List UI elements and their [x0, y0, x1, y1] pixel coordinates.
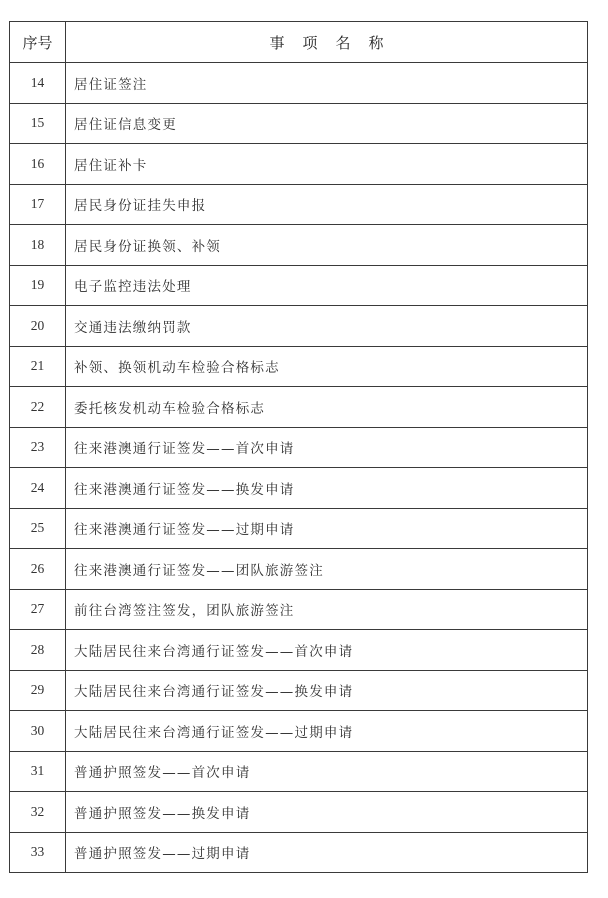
- table-row: [10, 751, 588, 792]
- item-name-cell: 普通护照签发——首次申请: [66, 751, 588, 792]
- item-name-cell: 委托核发机动车检验合格标志: [66, 387, 588, 428]
- item-name-cell: 前往台湾签注签发，团队旅游签注: [66, 589, 588, 630]
- header-serial-number: 序号: [10, 22, 66, 63]
- serial-number-cell: 22: [10, 387, 66, 428]
- item-name-cell: 居住证补卡: [66, 144, 588, 185]
- header-item-name: 事项名称: [66, 22, 588, 63]
- table-row: [10, 63, 588, 104]
- table-row: [10, 265, 588, 306]
- serial-number-cell: 26: [10, 549, 66, 590]
- items-table: [9, 21, 588, 873]
- table-row: [10, 346, 588, 387]
- serial-number-cell: 19: [10, 265, 66, 306]
- serial-number-cell: 14: [10, 63, 66, 104]
- table-row: [10, 225, 588, 266]
- item-name-cell: 电子监控违法处理: [66, 265, 588, 306]
- table-row: [10, 427, 588, 468]
- serial-number-cell: 28: [10, 630, 66, 671]
- table-header-row: [10, 22, 588, 63]
- item-name-cell: 往来港澳通行证签发——团队旅游签注: [66, 549, 588, 590]
- serial-number-cell: 16: [10, 144, 66, 185]
- serial-number-cell: 29: [10, 670, 66, 711]
- item-name-cell: 居住证信息变更: [66, 103, 588, 144]
- serial-number-cell: 24: [10, 468, 66, 509]
- table-row: [10, 549, 588, 590]
- serial-number-cell: 25: [10, 508, 66, 549]
- item-name-cell: 普通护照签发——过期申请: [66, 832, 588, 873]
- item-name-cell: 补领、换领机动车检验合格标志: [66, 346, 588, 387]
- table-row: [10, 711, 588, 752]
- item-name-cell: 普通护照签发——换发申请: [66, 792, 588, 833]
- table-row: [10, 792, 588, 833]
- serial-number-cell: 20: [10, 306, 66, 347]
- serial-number-cell: 18: [10, 225, 66, 266]
- item-name-cell: 往来港澳通行证签发——过期申请: [66, 508, 588, 549]
- table-row: [10, 468, 588, 509]
- serial-number-cell: 15: [10, 103, 66, 144]
- item-name-cell: 居民身份证换领、补领: [66, 225, 588, 266]
- item-name-cell: 居住证签注: [66, 63, 588, 104]
- table-row: [10, 387, 588, 428]
- table-row: [10, 144, 588, 185]
- item-name-cell: 大陆居民往来台湾通行证签发——过期申请: [66, 711, 588, 752]
- serial-number-cell: 27: [10, 589, 66, 630]
- table-row: [10, 630, 588, 671]
- item-name-cell: 居民身份证挂失申报: [66, 184, 588, 225]
- table-row: [10, 508, 588, 549]
- table-row: [10, 832, 588, 873]
- serial-number-cell: 33: [10, 832, 66, 873]
- serial-number-cell: 17: [10, 184, 66, 225]
- table-row: [10, 306, 588, 347]
- table-row: [10, 670, 588, 711]
- item-name-cell: 往来港澳通行证签发——换发申请: [66, 468, 588, 509]
- table-row: [10, 589, 588, 630]
- serial-number-cell: 32: [10, 792, 66, 833]
- table-row: [10, 103, 588, 144]
- table-row: [10, 184, 588, 225]
- item-name-cell: 往来港澳通行证签发——首次申请: [66, 427, 588, 468]
- item-name-cell: 交通违法缴纳罚款: [66, 306, 588, 347]
- serial-number-cell: 21: [10, 346, 66, 387]
- serial-number-cell: 31: [10, 751, 66, 792]
- serial-number-cell: 30: [10, 711, 66, 752]
- serial-number-cell: 23: [10, 427, 66, 468]
- item-name-cell: 大陆居民往来台湾通行证签发——首次申请: [66, 630, 588, 671]
- item-name-cell: 大陆居民往来台湾通行证签发——换发申请: [66, 670, 588, 711]
